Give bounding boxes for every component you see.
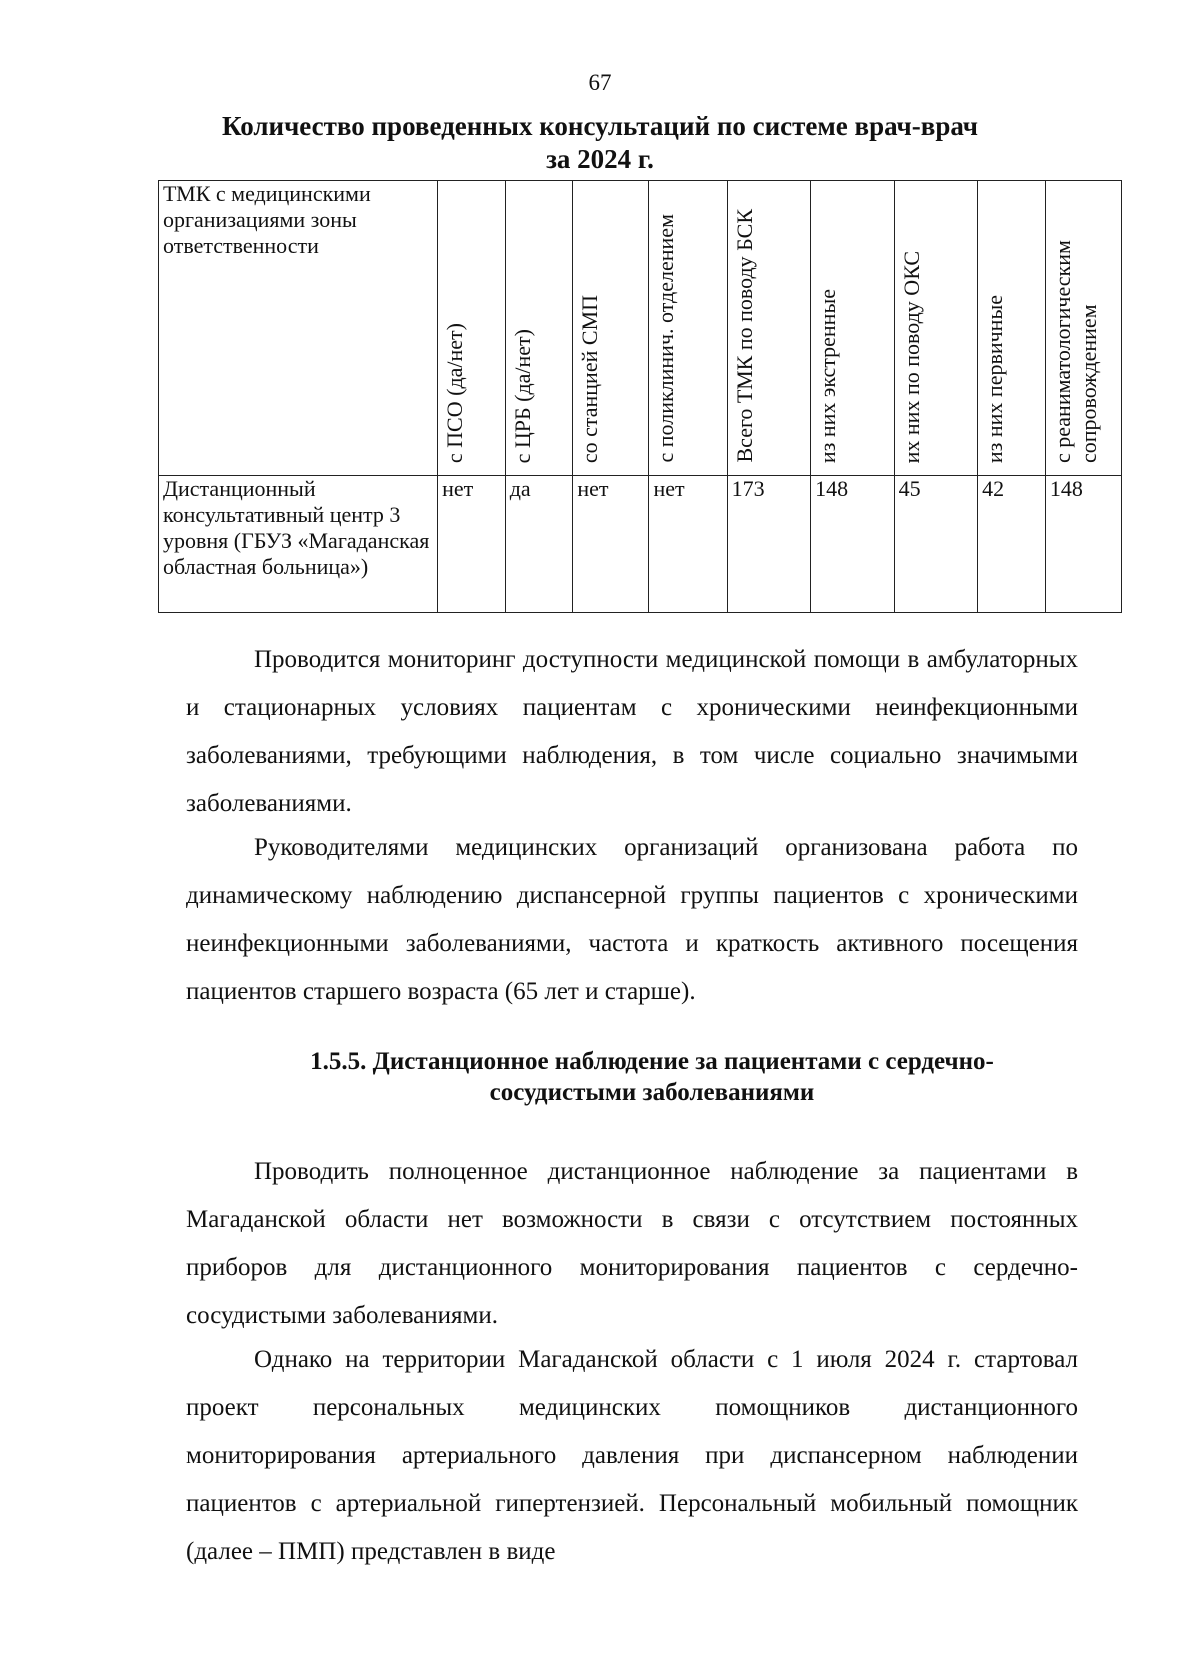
header-cell-organizations: ТМК с медицинскими организациями зоны ответственности [159, 181, 438, 476]
header-cell-pso: с ПСО (да/нет) [438, 181, 506, 476]
paragraph-dynamic-observation: Руководителями медицинских организаций организована работа по динамическому наблюдению диспансерной группы пациентов с хроническими неинфекционными заболеваниями, частота и краткость активного посещения пациентов старшего возраста (65 лет и старше). [186, 834, 1078, 1005]
cell-oks: 45 [894, 476, 978, 613]
table-header-row [159, 181, 1122, 476]
paragraph-remote-observation: Проводить полноценное дистанционное наблюдение за пациентами в Магаданской области нет возможности в связи с отсутствием постоянных приборов для дистанционного мониторирования пациентов с сердечно-сосудистыми заболеваниями. [186, 1158, 1078, 1329]
table-title-line-1: Количество проведенных консультаций по системе врач-врач [221, 111, 978, 141]
cell-total-bsk: 173 [727, 476, 811, 613]
section-heading-line-1: 1.5.5. Дистанционное наблюдение за пациентами с сердечно- [310, 1048, 994, 1075]
page-number: 67 [588, 70, 612, 95]
table-title-line-2: за 2024 г. [546, 144, 654, 174]
cell-primary: 42 [978, 476, 1046, 613]
header-cell-crb: с ЦРБ (да/нет) [505, 181, 573, 476]
table-title [0, 110, 1200, 176]
section-heading [186, 1046, 1078, 1108]
header-cell-resuscitation: с реаниматологическим сопровождением [1045, 181, 1121, 476]
header-cell-emergency: из них экстренные [811, 181, 895, 476]
header-cell-total-bsk: Всего ТМК по поводу БСК [727, 181, 811, 476]
cell-smp: нет [573, 476, 649, 613]
header-cell-polyclinic: с поликлинич. отделением [649, 181, 727, 476]
section-heading-line-2: сосудистыми заболеваниями [489, 1079, 815, 1106]
header-cell-smp: со станцией СМП [573, 181, 649, 476]
cell-emergency: 148 [811, 476, 895, 613]
cell-organization-name: Дистанционный консультативный центр 3 уровня (ГБУЗ «Магаданская областная больница») [159, 476, 438, 613]
consultations-table [158, 180, 1122, 613]
table-row [159, 476, 1122, 613]
cell-crb: да [505, 476, 573, 613]
paragraph-monitoring: Проводится мониторинг доступности медицинской помощи в амбулаторных и стационарных условиях пациентам с хроническими неинфекционными заболеваниями, требующими наблюдения, в том числе социально значимыми заболеваниями. [186, 646, 1078, 817]
header-cell-primary: из них первичные [978, 181, 1046, 476]
paragraph-pmp-project: Однако на территории Магаданской области с 1 июля 2024 г. стартовал проект персональных медицинских помощников дистанционного мониторирования артериального давления при диспансерном наблюдении пациентов с артериальной гипертензией. Персональный мобильный помощник (далее – ПМП) представлен в виде [186, 1346, 1078, 1565]
cell-polyclinic: нет [649, 476, 727, 613]
cell-pso: нет [438, 476, 506, 613]
cell-resuscitation: 148 [1045, 476, 1121, 613]
header-cell-oks: их них по поводу ОКС [894, 181, 978, 476]
